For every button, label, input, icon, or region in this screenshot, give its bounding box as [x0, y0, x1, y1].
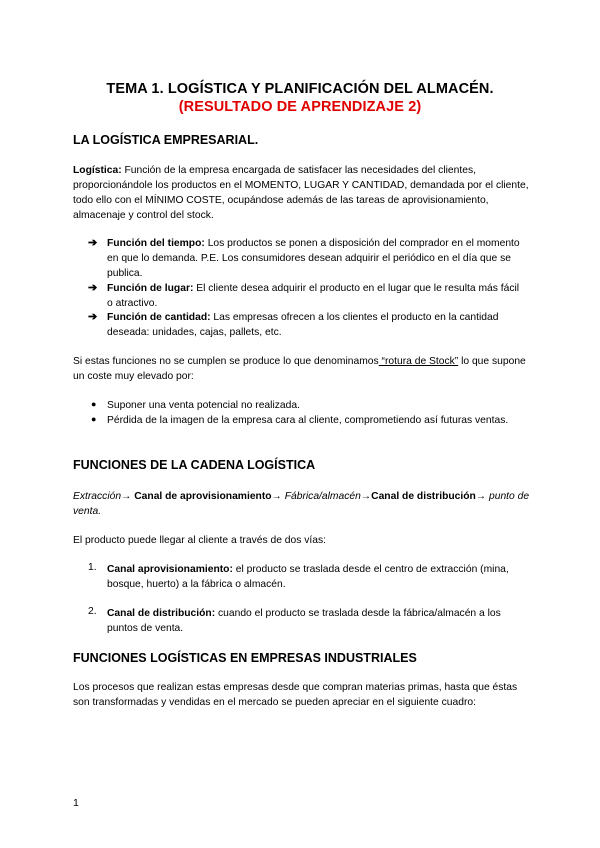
page-number: 1: [73, 797, 79, 809]
chain-extraccion: Extracción→: [73, 491, 132, 502]
logistica-definition: [73, 163, 533, 223]
list-number: 1.: [88, 562, 97, 573]
way-item: [107, 606, 527, 636]
function-label: Función del tiempo:: [107, 238, 205, 249]
list-item: Pérdida de la imagen de la empresa cara al cliente, comprometiendo así futuras ventas.: [107, 415, 509, 426]
bullet-icon: ●: [91, 414, 97, 424]
way-text: cuando el producto se traslada desde la fábrica/almacén a los puntos de venta.: [107, 608, 501, 634]
function-text: Las empresas ofrecen a los clientes el producto en la cantidad deseada: unidades, cajas, pallets, etc.: [107, 312, 499, 338]
chain-fabrica: Fábrica/almacén→: [281, 491, 372, 502]
function-item: [107, 281, 527, 311]
logistic-chain: [73, 489, 533, 519]
industrial-paragraph: Los procesos que realizan estas empresas desde que compran materias primas, hasta que éstas son transformadas y vendidas en el mercado se pueden apreciar en el siguiente cuadro:: [73, 682, 518, 708]
way-text: el producto se traslada desde el centro de extracción (mina, bosque, huerto) a la fábrica o almacén.: [107, 564, 509, 590]
stock-term: “rotura de Stock”: [378, 356, 459, 367]
arrow-icon: ➔: [88, 282, 98, 294]
page-subtitle: (RESULTADO DE APRENDIZAJE 2): [178, 99, 422, 115]
way-label: Canal de distribución:: [107, 608, 216, 619]
function-label: Función de lugar:: [107, 283, 194, 294]
definition-text: Función de la empresa encargada de satisfacer las necesidades del clientes, proporcionándole los productos en el MOMENTO, LUGAR Y CANTIDAD, demandada por el cliente, todo ello con el MÍNIMO COSTE, ocupándose además de las tareas de aprovisionamiento, almacenaje y control del stock.: [73, 165, 529, 221]
list-number: 2.: [88, 606, 97, 617]
chain-punto-venta: punto de venta.: [73, 491, 530, 517]
arrow-icon: ➔: [88, 237, 98, 249]
section-heading-industriales: FUNCIONES LOGÍSTICAS EN EMPRESAS INDUSTRIALES: [73, 651, 417, 665]
page-title: TEMA 1. LOGÍSTICA Y PLANIFICACIÓN DEL ALMACÉN.: [106, 81, 494, 97]
function-item: [107, 310, 527, 340]
stock-paragraph: [73, 354, 533, 384]
stock-post: lo que supone un coste muy elevado por:: [73, 356, 526, 382]
stock-pre: Si estas funciones no se cumplen se produce lo que denominamos: [73, 356, 379, 367]
list-item: Suponer una venta potencial no realizada.: [107, 400, 300, 411]
function-text: El cliente desea adquirir el producto en el lugar que le resulta más fácil o atractivo.: [107, 283, 520, 309]
bullet-icon: ●: [91, 399, 97, 409]
function-text: Los productos se ponen a disposición del comprador en el momento en que lo demanda. P.E. Los consumidores desean adquirir el periódico en el día que se publica.: [107, 238, 520, 279]
way-label: Canal aprovisionamiento:: [107, 564, 233, 575]
chain-canal-distribucion: Canal de distribución→: [371, 491, 487, 502]
section-heading-logistica: LA LOGÍSTICA EMPRESARIAL.: [73, 133, 259, 147]
chain-canal-aprovisionamiento: Canal de aprovisionamiento→: [131, 491, 282, 502]
ways-intro: El producto puede llegar al cliente a través de dos vías:: [73, 535, 326, 546]
definition-term: Logística:: [73, 165, 122, 176]
function-label: Función de cantidad:: [107, 312, 211, 323]
section-heading-cadena: FUNCIONES DE LA CADENA LOGÍSTICA: [73, 458, 316, 472]
way-item: [107, 562, 527, 592]
function-item: [107, 236, 527, 281]
arrow-icon: ➔: [88, 311, 98, 323]
